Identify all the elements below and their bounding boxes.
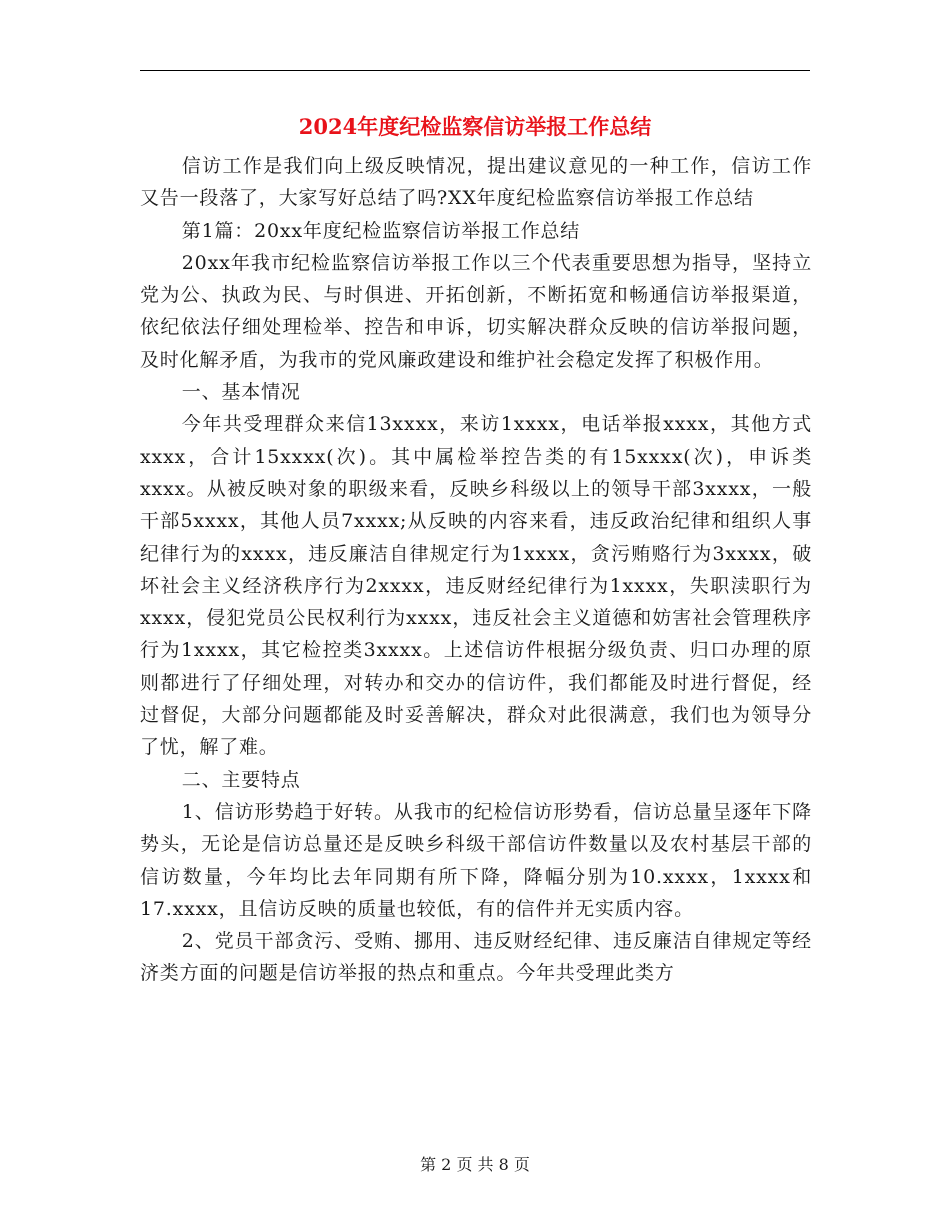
page-number-footer: 第 2 页 共 8 页 xyxy=(420,1155,530,1174)
section-heading-features: 二、主要特点 xyxy=(181,768,301,791)
summary-paragraph: 20xx年我市纪检监察信访举报工作以三个代表重要思想为指导，坚持立党为公、执政为民、与时俱进、开拓创新，不断拓宽和畅通信访举报渠道，依纪依法仔细处理检举、控告和申诉，切实解决群众反映的信访举报问题，及时化解矛盾，为我市的党风廉政建设和维护社会稳定发挥了积极作用。 xyxy=(140,251,812,371)
feature-paragraph-2: 2、党员干部贪污、受贿、挪用、违反财经纪律、违反廉洁自律规定等经济类方面的问题是信访举报的热点和重点。今年共受理此类方 xyxy=(140,930,812,985)
intro-paragraph: 信访工作是我们向上级反映情况，提出建议意见的一种工作，信访工作又告一段落了，大家写好总结了吗?XX年度纪检监察信访举报工作总结 xyxy=(140,155,812,210)
chapter-heading: 第1篇：20xx年度纪检监察信访举报工作总结 xyxy=(181,219,581,242)
feature-paragraph-1: 1、信访形势趋于好转。从我市的纪检信访形势看，信访总量呈逐年下降势头，无论是信访总量还是反映乡科级干部信访件数量以及农村基层干部的信访数量，今年均比去年同期有所下降，降幅分别为10.xxxx，1xxxx和17.xxxx，且信访反映的质量也较低，有的信件并无实质内容。 xyxy=(140,800,812,920)
document-title: 2024年度纪检监察信访举报工作总结 xyxy=(298,114,652,139)
header-rule xyxy=(140,70,810,71)
section-heading-basic: 一、基本情况 xyxy=(181,381,301,404)
basic-situation-paragraph: 今年共受理群众来信13xxxx，来访1xxxx，电话举报xxxx，其他方式xxxx，合计15xxxx(次)。其中属检举控告类的有15xxxx(次)，申诉类xxxx。从被反映对象的职级来看，反映乡科级以上的领导干部3xxxx，一般干部5xxxx，其他人员7xxxx;从反映的内容来看，违反政治纪律和组织人事纪律行为的xxxx，违反廉洁自律规定行为1xxxx，贪污贿赂行为3xxxx，破坏社会主义经济秩序行为2xxxx，违反财经纪律行为1xxxx，失职渎职行为xxxx，侵犯党员公民权利行为xxxx，违反社会主义道德和妨害社会管理秩序行为1xxxx，其它检控类3xxxx。上述信访件根据分级负责、归口办理的原则都进行了仔细处理，对转办和交办的信访件，我们都能及时进行督促，经过督促，大部分问题都能及时妥善解决，群众对此很满意，我们也为领导分了忧，解了难。 xyxy=(140,413,812,759)
document-body xyxy=(140,150,812,990)
